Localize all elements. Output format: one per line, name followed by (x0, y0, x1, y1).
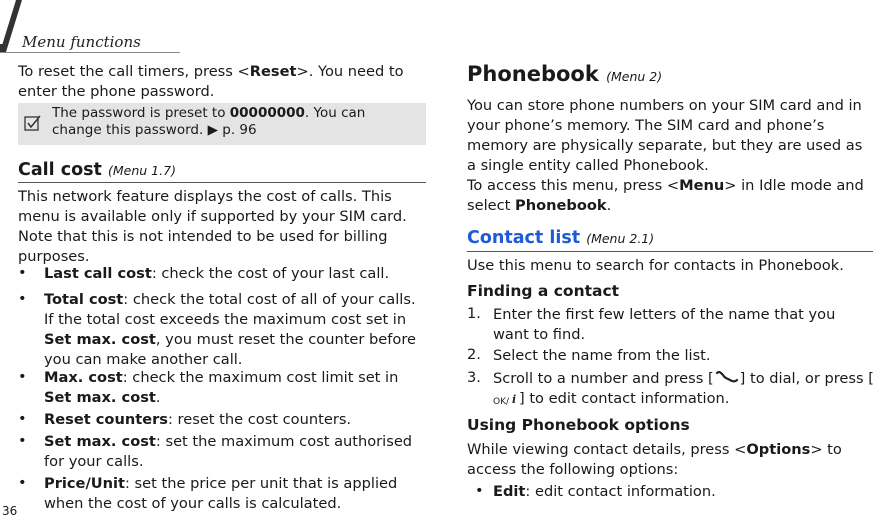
left-column (18, 62, 428, 102)
svg-text:OK/: OK/ (493, 397, 510, 406)
call-cost-rule (18, 182, 426, 183)
contact-list-heading: Contact list (Menu 2.1) (467, 228, 655, 248)
header-decoration (0, 0, 22, 52)
contact-list-desc: Use this menu to search for contacts in Phonebook. (467, 257, 844, 274)
phonebook-options-heading: Using Phonebook options (467, 416, 690, 434)
header-title: Menu functions (22, 33, 141, 51)
call-cost-heading: Call cost (Menu 1.7) (18, 160, 176, 180)
note-text: The password is preset to 00000000. You can change this password. ▶ p. 96 (52, 105, 366, 138)
reset-intro: To reset the call timers, press <Reset>. You need to enter the phone password. (18, 63, 404, 100)
phonebook-desc: You can store phone numbers on your SIM card and in your phone’s memory. The SIM card and phone’s memory are physically separate, but they are used as a single entity called Phonebook. (467, 97, 863, 174)
header-rule (0, 52, 180, 53)
phonebook-access: To access this menu, press <Menu> in Idle mode and select Phonebook. (467, 177, 864, 214)
note-check-icon (24, 114, 42, 132)
call-cost-list: • Last call cost: check the cost of your last call. • Total cost: check the total cost of all of your calls. If the total cost exceeds the maximum cost set in Set max. cost, you must reset the counter before you can make another call. • Max. cost: check the maximum cost limit set in Set max. cost. • Reset counters: reset the cost counters. • Set max. cost: set the maximum cost authorised for your calls. • Price/Unit: set the price per unit that is applied when the cost of your calls is calculated. (18, 264, 417, 512)
svg-text:i: i (512, 393, 517, 406)
phonebook-heading: Phonebook (Menu 2) (467, 62, 663, 86)
contact-list-rule (467, 251, 873, 252)
finding-contact-heading: Finding a contact (467, 282, 620, 300)
call-cost-desc: This network feature displays the cost of calls. This menu is available only if supported by your SIM card. Note that this is not intended to be used for billing purposes. (18, 188, 407, 265)
page-number: 36 (2, 504, 18, 518)
note-box (18, 103, 426, 145)
phonebook-options-desc: While viewing contact details, press <Options> to access the following options: (467, 441, 842, 478)
ok-info-key-icon (493, 390, 519, 406)
finding-steps: 1. Enter the first few letters of the name that you want to find. 2. Select the name from the list. 3. Scroll to a number and press [ ] to dial, or press [ OK/ i ] to edit contact information. (467, 305, 874, 407)
call-key-icon (714, 370, 740, 384)
